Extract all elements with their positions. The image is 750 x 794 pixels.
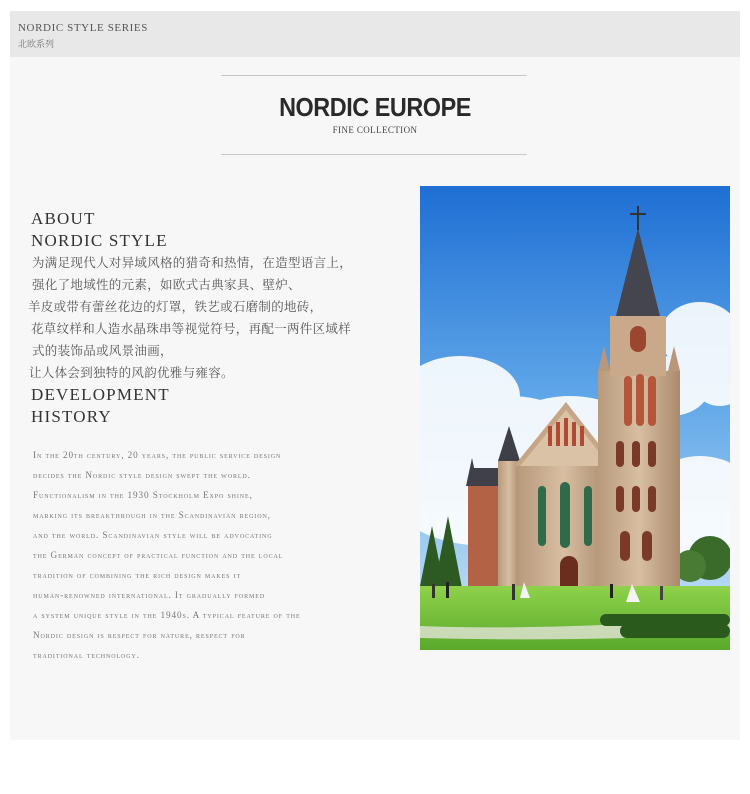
about-text-line: 羊皮或带有蕾丝花边的灯罩，铁艺或石磨制的地砖，: [28, 299, 323, 314]
development-heading-line1: DEVELOPMENT: [31, 385, 170, 404]
development-heading-line2: HISTORY: [31, 407, 112, 426]
about-text-line: 为满足现代人对异域风格的猎奇和热情，在造型语言上，: [32, 255, 353, 270]
title-divider-bottom: [221, 154, 527, 155]
development-text-line: human-renowned international. It gradually formed: [33, 590, 266, 600]
development-text-line: a system unique style in the 1940s. A typical feature of the: [33, 610, 301, 620]
development-paragraph: [33, 445, 403, 665]
about-text-line: 式的装饰品或风景油画，: [32, 343, 173, 358]
about-text-line: 花草纹样和人造水晶珠串等视觉符号，再配一两件区域样: [31, 321, 352, 336]
series-title: NORDIC STYLE SERIES: [18, 22, 148, 34]
development-text-line: In the 20th century, 20 years, the public service design: [33, 450, 282, 460]
title-divider-top: [221, 75, 527, 76]
about-heading-line2: NORDIC STYLE: [31, 231, 168, 250]
development-text-line: marking its breakthrough in the Scandinavian region,: [33, 510, 271, 520]
development-text-line: decides the Nordic style design swept the world.: [33, 470, 251, 480]
development-text-line: Nordic design is respect for nature, respect for: [33, 630, 246, 640]
development-text-line: the German concept of practical function and the local: [33, 550, 284, 560]
series-subtitle: 北欧系列: [18, 40, 55, 50]
top-bar: [10, 11, 740, 57]
page-title: NORDIC EUROPE: [279, 92, 471, 122]
development-text-line: tradition of combining the rich design makes it: [33, 570, 242, 580]
page-subtitle: FINE COLLECTION: [332, 125, 418, 135]
church-photo: [420, 186, 730, 650]
development-text-line: Functionalism in the 1930 Stockholm Expo shine,: [33, 490, 253, 500]
about-text-line: 让人体会到独特的风韵优雅与雍容。: [29, 365, 234, 380]
development-text-line: and the world. Scandinavian style will be advocating: [33, 530, 273, 540]
development-text-line: traditional technology.: [33, 650, 140, 660]
about-text-line: 强化了地域性的元素，如欧式古典家具、壁炉、: [32, 277, 301, 292]
church-illustration: [420, 186, 730, 650]
about-heading-line1: ABOUT: [31, 209, 96, 228]
